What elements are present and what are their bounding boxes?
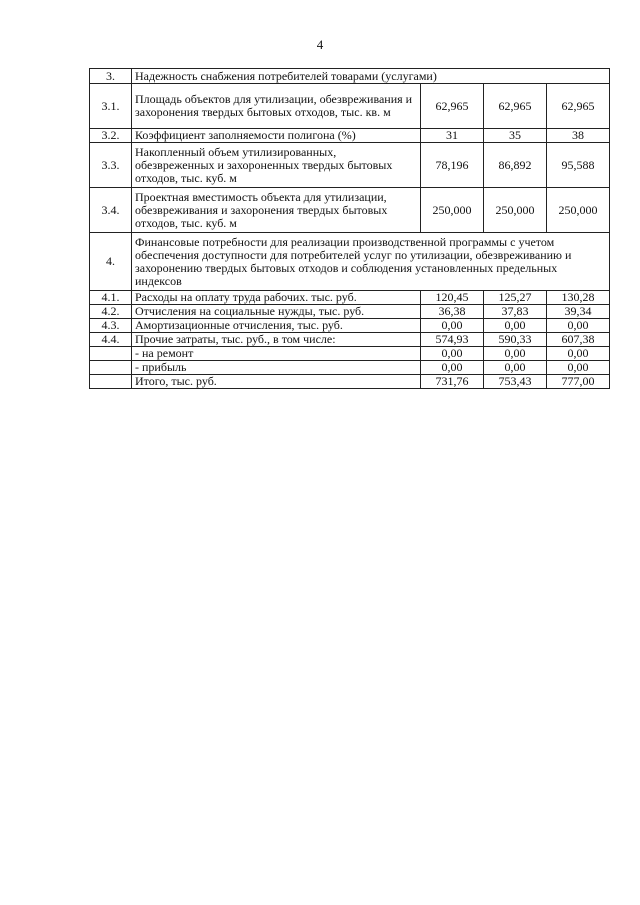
row-number: 3.1. — [90, 84, 132, 129]
row-number: 3.3. — [90, 143, 132, 188]
value-cell: 38 — [547, 129, 610, 143]
value-cell: 0,00 — [484, 319, 547, 333]
program-table — [89, 68, 610, 389]
row-number: 4.3. — [90, 319, 132, 333]
value-cell: 62,965 — [547, 84, 610, 129]
page-number: 4 — [316, 37, 324, 52]
table-row — [90, 129, 610, 143]
table-row — [90, 319, 610, 333]
value-cell: 62,965 — [421, 84, 484, 129]
table-row — [90, 84, 610, 129]
row-number: 3.4. — [90, 188, 132, 233]
row-number: 4.4. — [90, 333, 132, 347]
value-cell: 0,00 — [421, 347, 484, 361]
row-number: 3.2. — [90, 129, 132, 143]
table-row — [90, 143, 610, 188]
table-row — [90, 347, 610, 361]
table-row — [90, 305, 610, 319]
value-cell: 78,196 — [421, 143, 484, 188]
row-description: Расходы на оплату труда рабочих. тыс. руб. — [132, 291, 421, 305]
value-cell: 95,588 — [547, 143, 610, 188]
value-cell: 607,38 — [547, 333, 610, 347]
value-cell: 130,28 — [547, 291, 610, 305]
value-cell: 0,00 — [547, 347, 610, 361]
row-description: Итого, тыс. руб. — [132, 375, 421, 389]
row-description: Проектная вместимость объекта для утилизации, обезвреживания и захоронения твердых бытовых отходов, тыс. куб. м — [132, 188, 421, 233]
table-row — [90, 291, 610, 305]
section-title: Надежность снабжения потребителей товарами (услугами) — [132, 69, 610, 84]
value-cell: 0,00 — [547, 361, 610, 375]
value-cell: 753,43 — [484, 375, 547, 389]
value-cell: 0,00 — [484, 347, 547, 361]
table-row — [90, 333, 610, 347]
value-cell: 86,892 — [484, 143, 547, 188]
value-cell: 590,33 — [484, 333, 547, 347]
row-description: Площадь объектов для утилизации, обезвреживания и захоронения твердых бытовых отходов, тыс. кв. м — [132, 84, 421, 129]
table-row — [90, 233, 610, 291]
row-number: 4. — [90, 233, 132, 291]
value-cell: 62,965 — [484, 84, 547, 129]
row-number — [90, 361, 132, 375]
row-description: Отчисления на социальные нужды, тыс. руб. — [132, 305, 421, 319]
table-row — [90, 361, 610, 375]
value-cell: 250,000 — [547, 188, 610, 233]
value-cell: 39,34 — [547, 305, 610, 319]
value-cell: 0,00 — [421, 361, 484, 375]
value-cell: 31 — [421, 129, 484, 143]
table-row — [90, 188, 610, 233]
row-description: Прочие затраты, тыс. руб., в том числе: — [132, 333, 421, 347]
value-cell: 731,76 — [421, 375, 484, 389]
value-cell: 35 — [484, 129, 547, 143]
value-cell: 250,000 — [484, 188, 547, 233]
value-cell: 777,00 — [547, 375, 610, 389]
row-description: - прибыль — [132, 361, 421, 375]
section-title: Финансовые потребности для реализации производственной программы с учетом обеспечения доступности для потребителей услуг по утилизации, обезвреживанию и захоронению твердых бытовых отходов и соблюдения установленных предельных индексов — [132, 233, 610, 291]
row-description: Накопленный объем утилизированных, обезвреженных и захороненных твердых бытовых отходов, тыс. куб. м — [132, 143, 421, 188]
table-row — [90, 69, 610, 84]
value-cell: 0,00 — [484, 361, 547, 375]
value-cell: 36,38 — [421, 305, 484, 319]
value-cell: 574,93 — [421, 333, 484, 347]
value-cell: 120,45 — [421, 291, 484, 305]
value-cell: 0,00 — [421, 319, 484, 333]
row-description: - на ремонт — [132, 347, 421, 361]
row-number — [90, 347, 132, 361]
row-number: 4.2. — [90, 305, 132, 319]
value-cell: 37,83 — [484, 305, 547, 319]
row-number: 3. — [90, 69, 132, 84]
row-number — [90, 375, 132, 389]
value-cell: 125,27 — [484, 291, 547, 305]
table-row — [90, 375, 610, 389]
row-description: Амортизационные отчисления, тыс. руб. — [132, 319, 421, 333]
row-number: 4.1. — [90, 291, 132, 305]
value-cell: 0,00 — [547, 319, 610, 333]
value-cell: 250,000 — [421, 188, 484, 233]
row-description: Коэффициент заполняемости полигона (%) — [132, 129, 421, 143]
